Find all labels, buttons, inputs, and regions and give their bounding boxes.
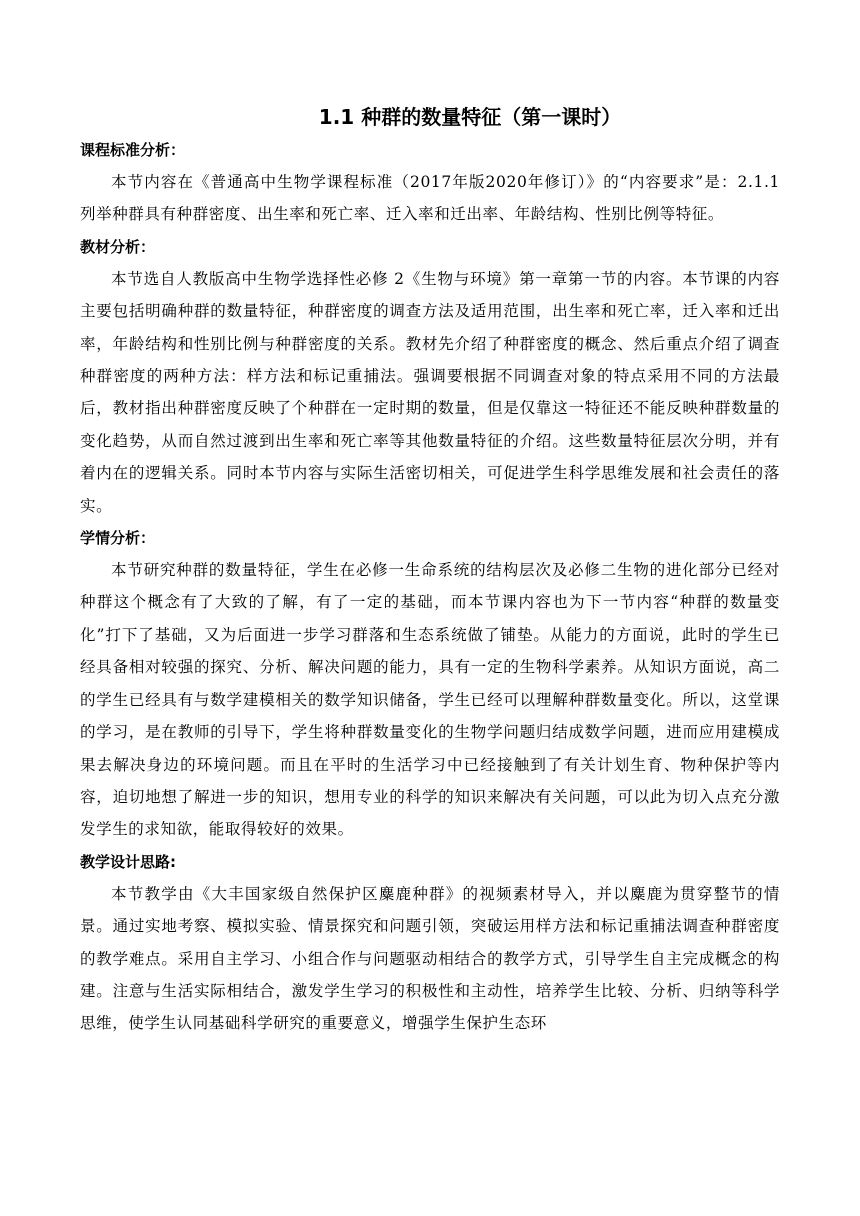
section-paragraph: 本节选自人教版高中生物学选择性必修 2《生物与环境》第一章第一节的内容。本节课的内容主要包括明确种群的数量特征，种群密度的调查方法及适用范围，出生率和死亡率，迁入率和迁出率，年龄结构和性别比例与种群密度的关系。教材先介绍了种群密度的概念、然后重点介绍了调查种群密度的两种方法：样方法和标记重捕法。强调要根据不同调查对象的特点采用不同的方法最后，教材指出种群密度反映了个种群在一定时期的数量，但是仅靠这一特征还不能反映种群数量的变化趋势，从而自然过渡到出生率和死亡率等其他数量特征的介绍。这些数量特征层次分明，并有着内在的逻辑关系。同时本节内容与实际生活密切相关，可促进学生科学思维发展和社会责任的落实。 <box>80 269 780 515</box>
section-heading: 学情分析： <box>80 529 156 548</box>
section-student-analysis <box>80 522 780 846</box>
section-heading: 课程标准分析： <box>80 141 186 159</box>
section-design-approach <box>80 846 780 1040</box>
document-page <box>80 100 780 1040</box>
section-heading: 教学设计思路: <box>80 852 176 871</box>
section-paragraph: 本节内容在《普通高中生物学课程标准（2017年版2020年修订）》的“内容要求”是：2.1.1 列举种群具有种群密度、出生率和死亡率、迁入率和迁出率、年龄结构、性别比例等特征。 <box>80 173 780 224</box>
section-curriculum-standard <box>80 134 780 231</box>
section-heading: 教材分析： <box>80 237 156 256</box>
section-paragraph: 本节教学由《大丰国家级自然保护区麋鹿种群》的视频素材导入，并以麋鹿为贯穿整节的情景。通过实地考察、模拟实验、情景探究和问题引领，突破运用样方法和标记重捕法调查种群密度的教学难点。采用自主学习、小组合作与问题驱动相结合的教学方式，引导学生自主完成概念的构建。注意与生活实际相结合，激发学生学习的积极性和主动性，培养学生比较、分析、归纳等科学思维，使学生认同基础科学研究的重要意义，增强学生保护生态环 <box>80 884 780 1033</box>
document-title: 1.1 种群的数量特征（第一课时） <box>318 105 622 129</box>
section-textbook-analysis <box>80 231 780 522</box>
section-paragraph: 本节研究种群的数量特征，学生在必修一生命系统的结构层次及必修二生物的进化部分已经对种群这个概念有了大致的了解，有了一定的基础，而本节课内容也为下一节内容“种群的数量变化”打下了基础，又为后面进一步学习群落和生态系统做了铺垫。从能力的方面说，此时的学生已经具备相对较强的探究、分析、解决问题的能力，具有一定的生物科学素养。从知识方面说，高二的学生已经具有与数学建模相关的数学知识储备，学生已经可以理解种群数量变化。所以，这堂课的学习，是在教师的引导下，学生将种群数量变化的生物学问题归结成数学问题，进而应用建模成果去解决身边的环境问题。而且在平时的生活学习中已经接触到了有关计划生育、物种保护等内容，迫切地想了解进一步的知识，想用专业的科学的知识来解决有关问题，可以此为切入点充分激发学生的求知欲，能取得较好的效果。 <box>80 561 780 839</box>
